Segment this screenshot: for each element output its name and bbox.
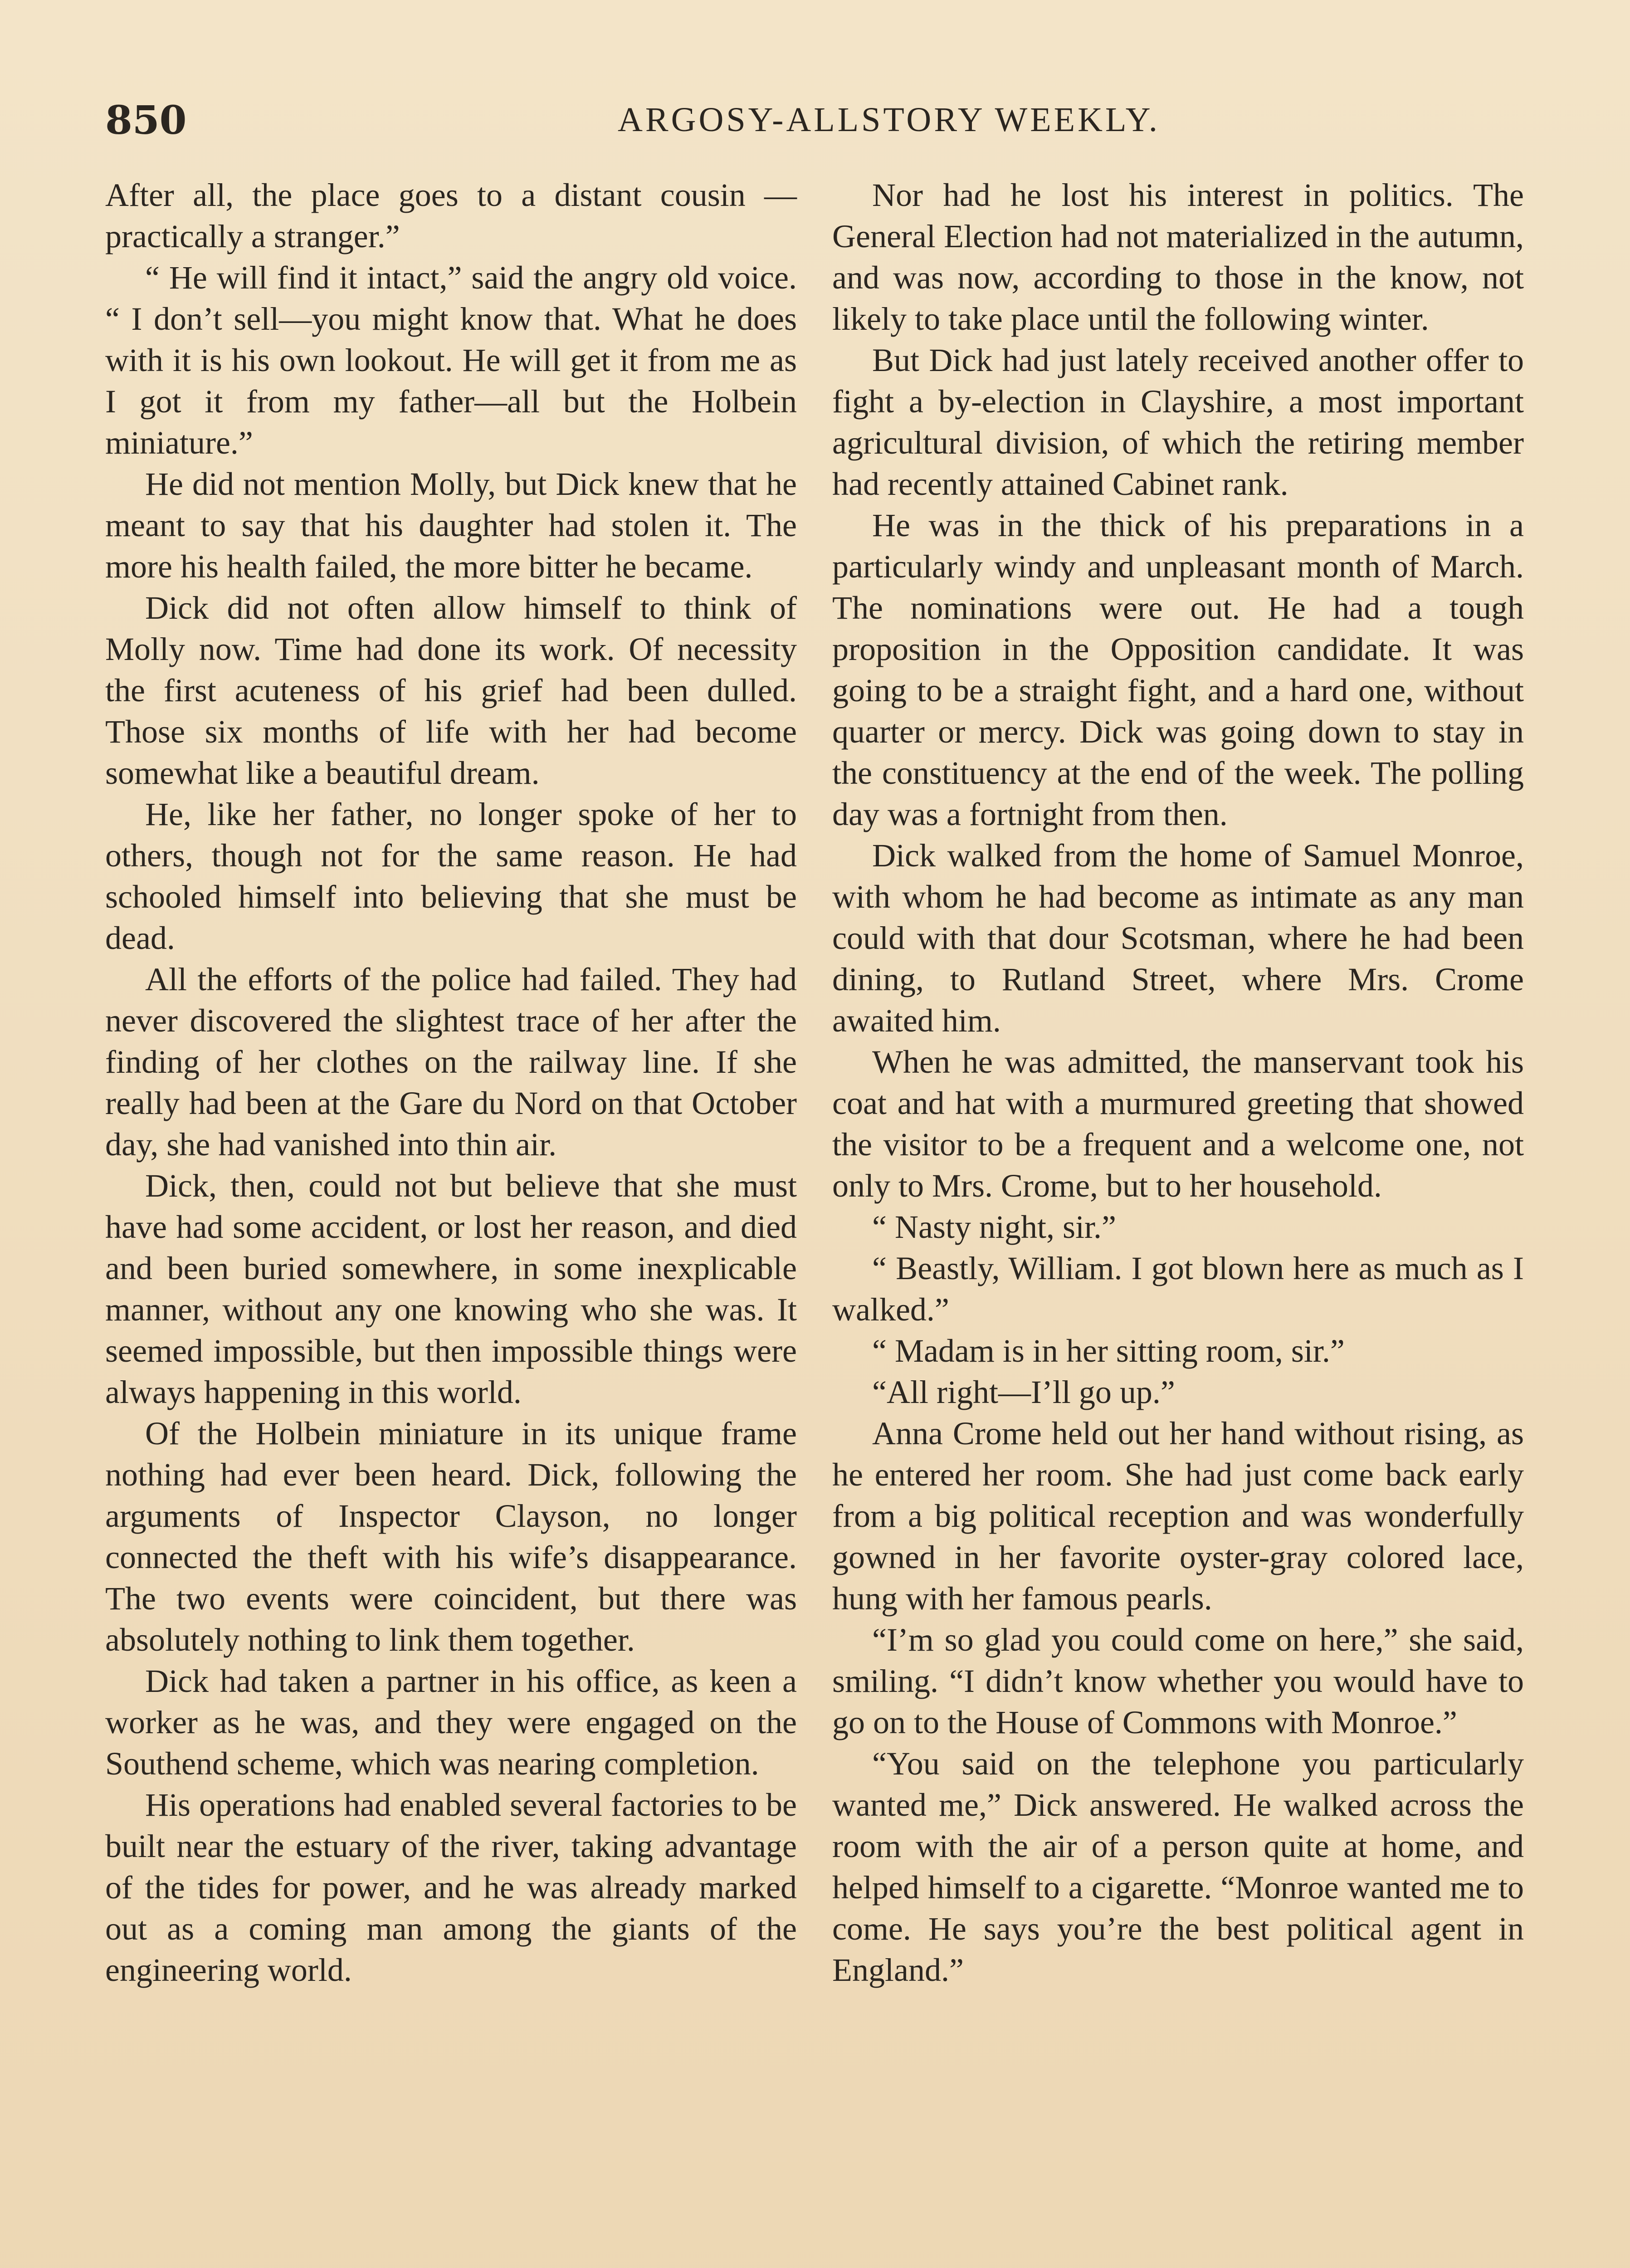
paragraph: His operations had enabled several factories to be built near the estuary of the river, taking advantage of the tides for power, and he was already marked out as a coming man among the giants of the engineering world. xyxy=(105,1787,797,1988)
paragraph: Anna Crome held out her hand without rising, as he entered her room. She had just come back early from a big political reception and was wonderfully gowned in her favorite oyster-gray colored lace, hung with her famous pearls. xyxy=(832,1415,1524,1617)
paragraph: “ Madam is in her sitting room, sir.” xyxy=(872,1333,1345,1369)
paragraph: Nor had he lost his interest in politics. The General Election had not materialized in the autumn, and was now, according to those in the know, not likely to take place until the following winter. xyxy=(832,177,1524,337)
paragraph: Dick had taken a partner in his office, as keen a worker as he was, and they were engaged on the Southend scheme, which was nearing completion. xyxy=(105,1663,797,1782)
paragraph: “You said on the telephone you particularly wanted me,” Dick answered. He walked across the room with the air of a person quite at home, and helped himself to a cigarette. “Monroe wanted me to come. He says you’re the best political agent in England.” xyxy=(832,1745,1524,1988)
running-head: ARGOSY-ALLSTORY WEEKLY. xyxy=(618,101,1160,139)
paragraph: Of the Holbein miniature in its unique frame nothing had ever been heard. Dick, following the arguments of Inspector Clayson, no longer connected the theft with his wife’s disappearance. The two events were coincident, but there was absolutely nothing to link them together. xyxy=(105,1415,797,1658)
page-number: 850 xyxy=(105,98,187,143)
left-column xyxy=(105,175,797,1991)
paragraph: All the efforts of the police had failed. They had never discovered the slightest trace of her after the finding of her clothes on the railway line. If she really had been at the Gare du Nord on that October day, she had vanished into thin air. xyxy=(105,961,797,1163)
paragraph: Dick did not often allow himself to think of Molly now. Time had done its work. Of necessity the first acuteness of his grief had been dulled. Those six months of life with her had become somewhat like a beautiful dream. xyxy=(105,590,797,791)
paragraph: Dick walked from the home of Samuel Monroe, with whom he had become as intimate as any man could with that dour Scotsman, where he had been dining, to Rutland Street, where Mrs. Crome awaited him. xyxy=(832,837,1524,1039)
paragraph: “All right—I’ll go up.” xyxy=(872,1374,1175,1410)
page-header xyxy=(105,98,1525,152)
right-column xyxy=(832,175,1524,1991)
paragraph: “I’m so glad you could come on here,” she said, smiling. “I didn’t know whether you would have to go on to the House of Commons with Monroe.” xyxy=(832,1622,1524,1740)
paragraph: But Dick had just lately received another offer to fight a by-election in Clayshire, a most important agricultural division, of which the retiring member had recently attained Cabinet rank. xyxy=(832,342,1524,502)
paragraph: “ Nasty night, sir.” xyxy=(872,1209,1116,1245)
paragraph: After all, the place goes to a distant cousin —practically a stranger.” xyxy=(105,177,797,254)
paragraph: He, like her father, no longer spoke of her to others, though not for the same reason. He had schooled himself into believing that she must be dead. xyxy=(105,796,797,956)
paragraph: When he was admitted, the manservant took his coat and hat with a murmured greeting that showed the visitor to be a frequent and a welcome one, not only to Mrs. Crome, but to her household. xyxy=(832,1044,1524,1204)
paragraph: He did not mention Molly, but Dick knew that he meant to say that his daughter had stolen it. The more his health failed, the more bitter he became. xyxy=(105,466,797,585)
paragraph: Dick, then, could not but believe that she must have had some accident, or lost her reason, and died and been buried somewhere, in some inexplicable manner, without any one knowing who she was. It seemed impossible, but then impossible things were always happening in this world. xyxy=(105,1168,797,1410)
paragraph: “ Beastly, William. I got blown here as much as I walked.” xyxy=(832,1250,1524,1328)
paragraph: He was in the thick of his preparations in a particularly windy and unpleasant month of March. The nominations were out. He had a tough proposition in the Opposition candidate. It was going to be a straight fight, and a hard one, without quarter or mercy. Dick was going down to stay in the constituency at the end of the week. The polling day was a fortnight from then. xyxy=(832,507,1524,832)
paragraph: “ He will find it intact,” said the angry old voice. “ I don’t sell—you might know that. What he does with it is his own lookout. He will get it from me as I got it from my father—all but the Holbein miniature.” xyxy=(105,259,797,461)
